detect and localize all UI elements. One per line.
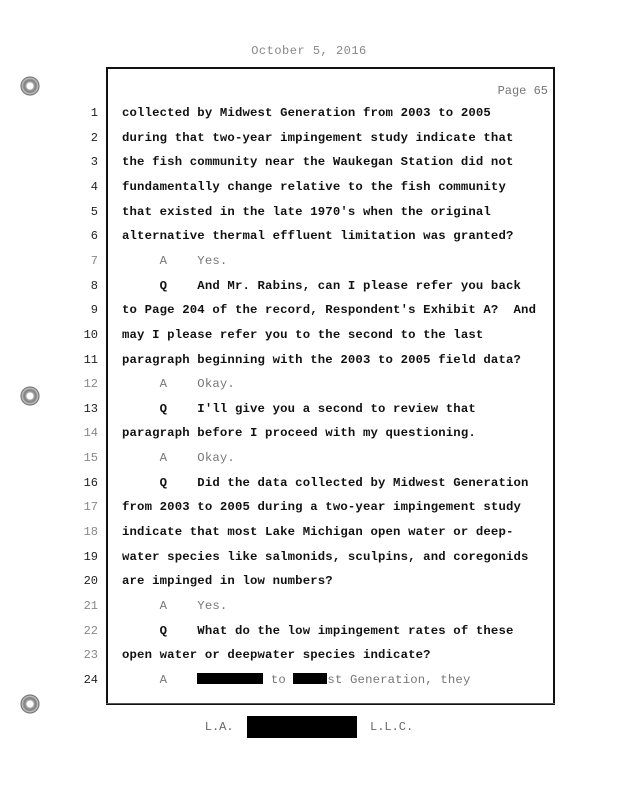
line-number: 19	[83, 550, 98, 564]
line-text: paragraph before I proceed with my questioning.	[122, 426, 476, 440]
line-text: alternative thermal effluent limitation was granted?	[122, 229, 514, 243]
line-number: 1	[90, 106, 98, 120]
redaction-block	[197, 673, 263, 684]
transcript-line	[122, 673, 542, 687]
transcript-line	[122, 500, 542, 514]
transcript-line	[122, 525, 542, 539]
line-number: 17	[83, 500, 98, 514]
line-number: 10	[83, 328, 98, 342]
line-number: 8	[90, 279, 98, 293]
line-number: 2	[90, 131, 98, 145]
line-text: from 2003 to 2005 during a two-year impingement study	[122, 500, 522, 514]
line-number: 21	[83, 599, 98, 613]
line-text: A Yes.	[122, 599, 228, 613]
line-text: open water or deepwater species indicate?	[122, 648, 431, 662]
transcript-line	[122, 106, 542, 120]
line-text: may I please refer you to the second to the last	[122, 328, 484, 342]
transcript-line	[122, 328, 542, 342]
transcript-line	[122, 205, 542, 219]
transcript-line	[122, 254, 542, 268]
line-text: water species like salmonids, sculpins, and coregonids	[122, 550, 529, 564]
transcript-line	[122, 303, 542, 317]
line-text: that existed in the late 1970's when the original	[122, 205, 491, 219]
transcript-line	[122, 402, 542, 416]
line-number: 22	[83, 624, 98, 638]
line-number: 14	[83, 426, 98, 440]
line-text: paragraph beginning with the 2003 to 2005 field data?	[122, 353, 522, 367]
line-number: 7	[90, 254, 98, 268]
redaction-block	[293, 673, 327, 684]
line-text-middle: to	[263, 673, 294, 687]
line-number: 4	[90, 180, 98, 194]
transcript-line	[122, 648, 542, 662]
line-text: A Yes.	[122, 254, 228, 268]
line-text-suffix: st Generation, they	[327, 673, 471, 687]
line-text: Q Did the data collected by Midwest Generation	[122, 476, 529, 490]
line-text: collected by Midwest Generation from 2003 to 2005	[122, 106, 491, 120]
line-text: during that two-year impingement study indicate that	[122, 131, 514, 145]
transcript-line	[122, 353, 542, 367]
line-number: 3	[90, 155, 98, 169]
line-number: 12	[83, 377, 98, 391]
line-number: 5	[90, 205, 98, 219]
line-number: 15	[83, 451, 98, 465]
line-number: 23	[83, 648, 98, 662]
transcript-line	[122, 426, 542, 440]
line-text: A Okay.	[122, 377, 235, 391]
line-text: Q What do the low impingement rates of these	[122, 624, 514, 638]
line-number: 20	[83, 574, 98, 588]
line-text: the fish community near the Waukegan Station did not	[122, 155, 514, 169]
line-number: 9	[90, 303, 98, 317]
line-text: Q And Mr. Rabins, can I please refer you back	[122, 279, 522, 293]
transcript-line	[122, 229, 542, 243]
line-text: indicate that most Lake Michigan open water or deep-	[122, 525, 514, 539]
frame-bottom-rule	[106, 703, 555, 708]
transcript-line	[122, 131, 542, 145]
transcript-line	[122, 377, 542, 391]
footer-left: L.A.	[204, 720, 234, 734]
transcript-line	[122, 624, 542, 638]
transcript-line	[122, 155, 542, 169]
line-text: are impinged in low numbers?	[122, 574, 333, 588]
punch-hole-top	[20, 76, 40, 96]
line-text: fundamentally change relative to the fish community	[122, 180, 506, 194]
line-number: 6	[90, 229, 98, 243]
line-number: 24	[83, 673, 98, 687]
punch-hole-middle	[20, 386, 40, 406]
transcript-line	[122, 180, 542, 194]
line-text: to Page 204 of the record, Respondent's Exhibit A? And	[122, 303, 537, 317]
line-number: 11	[83, 353, 98, 367]
line-text: A Okay.	[122, 451, 235, 465]
line-text: Q I'll give you a second to review that	[122, 402, 476, 416]
line-number: 16	[83, 476, 98, 490]
footer-redaction	[247, 716, 357, 738]
transcript-line	[122, 451, 542, 465]
footer	[0, 716, 618, 738]
header-date: October 5, 2016	[251, 44, 367, 58]
transcript-line	[122, 279, 542, 293]
line-number: 18	[83, 525, 98, 539]
line-number: 13	[83, 402, 98, 416]
footer-right: L.L.C.	[370, 720, 414, 734]
transcript-line	[122, 574, 542, 588]
transcript-line	[122, 550, 542, 564]
line-text-prefix: A	[122, 673, 198, 687]
punch-hole-bottom	[20, 694, 40, 714]
page-number: Page 65	[497, 84, 548, 98]
transcript-line	[122, 476, 542, 490]
transcript-line	[122, 599, 542, 613]
